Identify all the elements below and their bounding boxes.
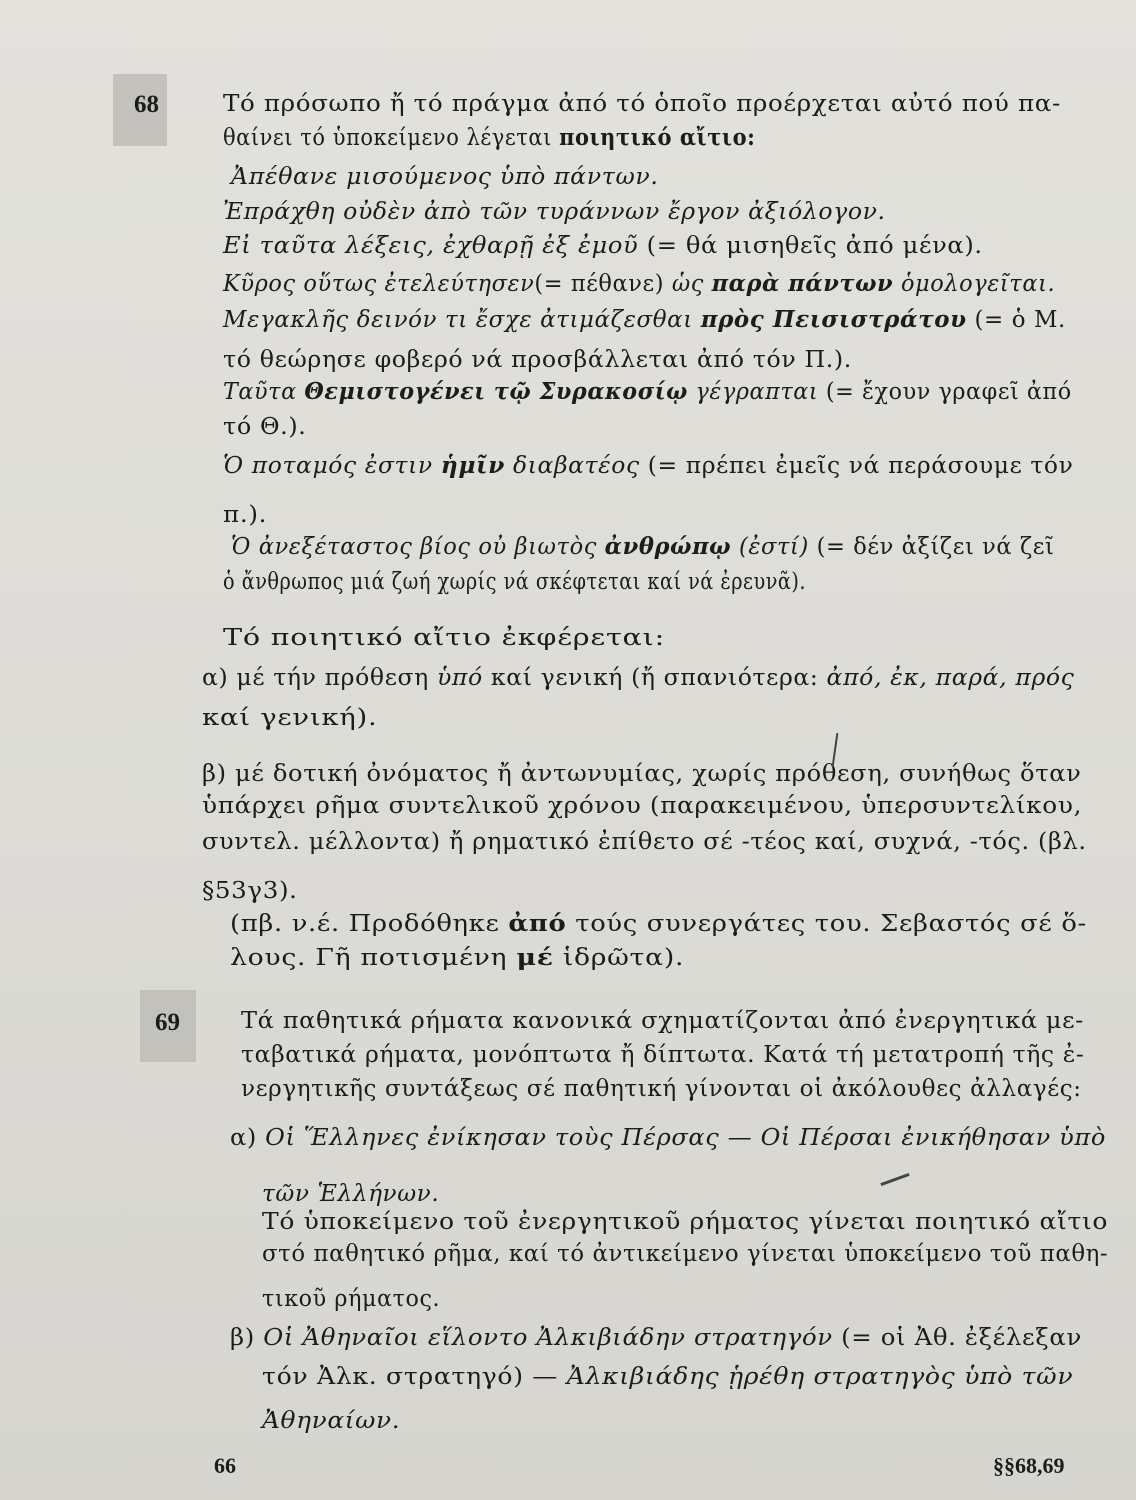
text-line [223, 624, 665, 652]
section-number: 69 [155, 1009, 180, 1036]
text-line [262, 1180, 439, 1208]
text-run: β) μέ δοτική ὀνόματος ἤ ἀντωνυμίας, χωρίς πρόθεση, συνήθως ὅταν [202, 761, 1082, 787]
text-run: Ταῦτα [223, 379, 305, 405]
text-run: ποιητικό αἴτιο: [559, 124, 756, 151]
ink-stroke [880, 1173, 909, 1186]
text-line [223, 90, 1061, 118]
text-run: τούς συνεργάτες του. Σεβαστός σέ ὅ- [566, 911, 1087, 937]
text-run: γέγραπται [687, 379, 819, 405]
text-line [223, 346, 852, 374]
text-run: (= οἱ Ἀθ. ἐξέλεξαν [832, 1325, 1082, 1351]
text-run: Ἀλκιβιάδης ᾑρέθη στρατηγὸς ὑπὸ τῶν [566, 1364, 1074, 1390]
text-line [230, 944, 684, 972]
text-run: α) [230, 1125, 266, 1151]
text-run: (= πέθανε) [534, 271, 672, 297]
text-line [223, 378, 1072, 406]
text-line [241, 1075, 1082, 1103]
text-line [223, 413, 307, 441]
text-run: ὡς [671, 271, 712, 297]
text-run: (= θά μισηθεῖς ἀπό μένα). [638, 233, 983, 259]
section-reference: §§68,69 [993, 1453, 1065, 1478]
text-run: πρὸς Πεισιστράτου [700, 306, 967, 333]
text-run: Ἀπέθανε μισούμενος ὑπὸ πάντων. [231, 164, 659, 190]
text-line [230, 1324, 1082, 1352]
text-run: Ἐπράχθη οὐδὲν ἀπὸ τῶν τυράννων ἔργον ἀξιόλογον. [223, 199, 886, 225]
text-line [241, 1007, 1084, 1035]
text-line [202, 704, 377, 732]
text-run: Τό πρόσωπο ἤ τό πράγμα ἀπό τό ὁποῖο προέρχεται αὐτό πού πα- [223, 91, 1061, 117]
text-run: ὁ ἄνθρωπος μιά ζωή χωρίς νά σκέφτεται καί νά ἐρευνᾶ). [223, 569, 807, 595]
text-run: τῶν Ἑλλήνων. [262, 1181, 440, 1207]
text-run: §53γ3). [202, 878, 298, 904]
text-line [262, 1240, 1108, 1268]
text-run: ἀνθρώπῳ [604, 533, 732, 560]
text-run: ἱδρῶτα). [553, 945, 685, 971]
text-line [223, 501, 267, 529]
text-run: (= ὁ Μ. [966, 307, 1066, 333]
page-number: 66 [214, 1453, 236, 1478]
text-line [223, 124, 755, 152]
text-line [223, 232, 983, 260]
text-run: Μεγακλῆς δεινόν τι ἔσχε ἀτιμάζεσθαι [223, 307, 701, 333]
text-line [230, 910, 1087, 938]
text-run: στό παθητικό ρῆμα, καί τό ἀντικείμενο γίνεται ὑποκείμενο τοῦ παθη- [262, 1241, 1109, 1267]
text-run: ὁμολογεῖται. [893, 271, 1056, 297]
text-run: Τά παθητικά ρήματα κανονικά σχηματίζονται ἀπό ἐνεργητικά με- [241, 1008, 1084, 1034]
text-run: Εἰ ταῦτα λέξεις, ἐχθαρῇ ἐξ ἐμοῦ [223, 233, 639, 259]
text-run: νεργητικῆς συντάξεως σέ παθητική γίνονται οἱ ἀκόλουθες ἀλλαγές: [241, 1076, 1082, 1102]
text-run: Οἱ Ἀθηναῖοι εἵλοντο Ἀλκιβιάδην στρατηγόν [263, 1325, 833, 1351]
text-run: Θεμιστογένει τῷ Συρακοσίῳ [304, 378, 688, 405]
text-run: α) μέ τήν πρόθεση [202, 665, 438, 691]
text-run: καί γενική (ἤ σπανιότερα: [482, 665, 827, 691]
text-run: ὑπό [437, 665, 483, 691]
text-run: (= πρέπει ἐμεῖς νά περάσουμε τόν [639, 453, 1074, 479]
text-run: Κῦρος οὕτως ἐτελεύτησεν [223, 271, 535, 297]
text-run: καί γενική). [202, 705, 378, 731]
text-run: ἡμῖν [440, 452, 505, 479]
text-run: διαβατέος [504, 453, 640, 479]
text-run: (= δέν ἀξίζει νά ζεῖ [808, 534, 1055, 560]
text-run: Οἱ Ἕλληνες ἐνίκησαν τοὺς Πέρσας — Οἱ Πέρσαι ἐνικήθησαν ὑπὸ [265, 1125, 1106, 1151]
text-run: ὑπάρχει ρῆμα συντελικοῦ χρόνου (παρακειμένου, ὑπερσυντελίκου, [202, 793, 1083, 819]
text-run: παρὰ πάντων [711, 270, 894, 297]
text-run: (πβ. ν.έ. Προδόθηκε [230, 911, 509, 937]
text-line [223, 452, 1073, 480]
text-run: Ὁ ποταμός ἐστιν [223, 453, 441, 479]
text-run: λους. Γῆ ποτισμένη [230, 945, 517, 971]
text-line [231, 533, 1054, 561]
text-run: μέ [516, 944, 554, 971]
text-line [223, 306, 1066, 334]
text-run: ἀπό [508, 910, 567, 937]
text-line [223, 270, 1055, 298]
text-run: τικοῦ ρήματος. [262, 1286, 441, 1312]
text-run: τό θεώρησε φοβερό νά προσβάλλεται ἀπό τόν Π.). [223, 347, 852, 373]
text-line [202, 760, 1082, 788]
text-run: συντελ. μέλλοντα) ἤ ρηματικό ἐπίθετο σέ -τέος καί, συχνά, -τός. (βλ. [202, 829, 1087, 855]
text-run: τό Θ.). [223, 414, 307, 440]
text-line [223, 568, 806, 596]
text-line [230, 1124, 1106, 1152]
text-run: Ὁ ἀνεξέταστος βίος οὐ βιωτὸς [231, 534, 605, 560]
text-line [231, 163, 659, 191]
text-line [262, 1407, 400, 1435]
text-run: τόν Ἀλκ. στρατηγό) — [262, 1364, 567, 1390]
text-line [202, 828, 1087, 856]
text-run: Ἀθηναίων. [262, 1408, 401, 1434]
text-line [223, 198, 886, 226]
text-line [262, 1363, 1073, 1391]
text-run: θαίνει τό ὑποκείμενο λέγεται [223, 125, 560, 151]
text-run: Τό ποιητικό αἴτιο ἐκφέρεται: [223, 625, 665, 651]
text-line [202, 877, 298, 905]
text-run: (ἐστί) [731, 534, 809, 560]
text-run: ταβατικά ρήματα, μονόπτωτα ἤ δίπτωτα. Κατά τή μετατροπή τῆς ἐ- [241, 1042, 1085, 1068]
text-run: π.). [223, 502, 268, 528]
text-run: ἀπό, ἐκ, παρά, πρός [826, 665, 1075, 691]
text-line [202, 792, 1082, 820]
text-line [202, 664, 1074, 692]
text-run: β) [230, 1325, 264, 1351]
text-line [241, 1041, 1084, 1069]
text-run: (= ἔχουν γραφεῖ ἀπό [818, 379, 1072, 405]
text-line [262, 1208, 1108, 1236]
text-run: Τό ὑποκείμενο τοῦ ἐνεργητικοῦ ρήματος γίνεται ποιητικό αἴτιο [262, 1209, 1109, 1235]
text-line [262, 1285, 440, 1313]
section-number: 68 [134, 91, 159, 118]
